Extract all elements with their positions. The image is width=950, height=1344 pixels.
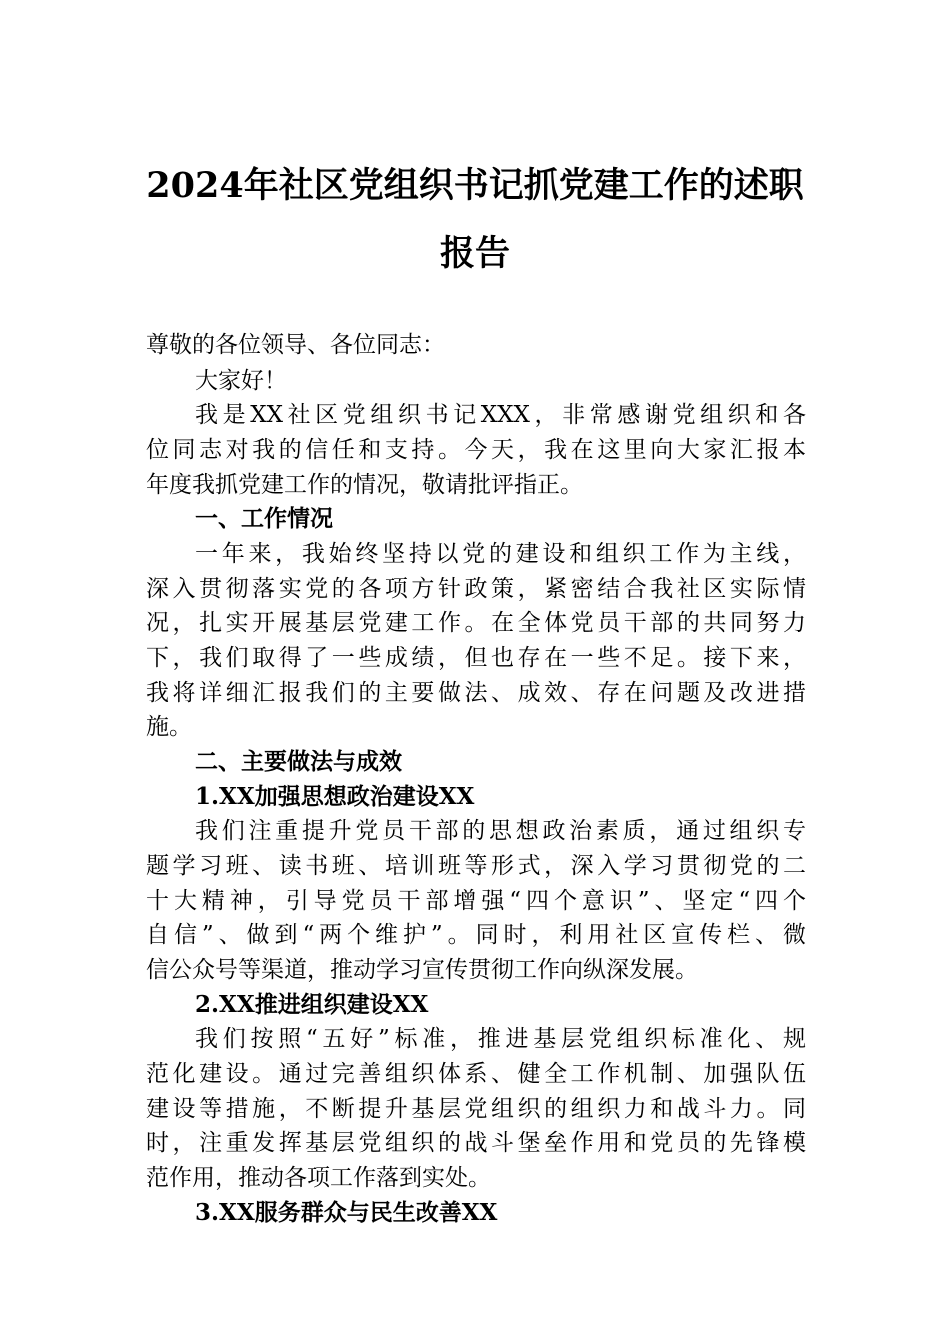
document-title-line-1: 2024年社区党组织书记抓党建工作的述职 — [146, 165, 804, 206]
sub2-line: 范化建设。通过完善组织体系、健全工作机制、加强队伍 — [146, 1061, 806, 1087]
section1-line: 深入贯彻落实党的各项方针政策，紧密结合我社区实际情 — [146, 576, 806, 602]
sub1-line: 自信”、做到“两个维护”。同时，利用社区宣传栏、微 — [146, 922, 806, 948]
section1-line: 一年来，我始终坚持以党的建设和组织工作为主线， — [195, 541, 806, 567]
sub1-line: 我们注重提升党员干部的思想政治素质，通过组织专 — [195, 818, 806, 844]
intro-line: 年度我抓党建工作的情况，敬请批评指正。 — [146, 472, 583, 498]
sub1-line: 十大精神，引导党员干部增强“四个意识”、坚定“四个 — [146, 888, 806, 914]
section1-line: 下，我们取得了一些成绩，但也存在一些不足。接下来， — [146, 645, 806, 671]
section-heading-main-practices: 二、主要做法与成效 — [195, 749, 402, 775]
section1-line: 况，扎实开展基层党建工作。在全体党员干部的共同努力 — [146, 610, 806, 636]
sub2-line: 我们按照“五好”标准，推进基层党组织标准化、规 — [195, 1026, 806, 1052]
sub1-line: 题学习班、读书班、培训班等形式，深入学习贯彻党的二 — [146, 853, 806, 879]
section1-line: 我将详细汇报我们的主要做法、成效、存在问题及改进措 — [146, 680, 806, 706]
salutation: 尊敬的各位领导、各位同志： — [146, 332, 445, 358]
section-heading-work-status: 一、工作情况 — [195, 506, 333, 532]
document-title-line-2: 报告 — [439, 233, 510, 274]
sub1-line: 信公众号等渠道，推动学习宣传贯彻工作向纵深发展。 — [146, 957, 698, 983]
subsection-heading-3: 3.XX服务群众与民生改善XX — [195, 1199, 498, 1226]
subsection-heading-1: 1.XX加强思想政治建设XX — [195, 783, 475, 810]
greeting: 大家好！ — [195, 368, 287, 394]
intro-line: 我是XX社区党组织书记XXX，非常感谢党组织和各 — [195, 402, 806, 428]
sub2-line: 建设等措施，不断提升基层党组织的组织力和战斗力。同 — [146, 1096, 806, 1122]
intro-line: 位同志对我的信任和支持。今天，我在这里向大家汇报本 — [146, 437, 806, 463]
subsection-heading-2: 2.XX推进组织建设XX — [195, 991, 429, 1018]
sub2-line: 时，注重发挥基层党组织的战斗堡垒作用和党员的先锋模 — [146, 1130, 806, 1156]
section1-line: 施。 — [146, 714, 192, 740]
sub2-line: 范作用，推动各项工作落到实处。 — [146, 1165, 491, 1191]
